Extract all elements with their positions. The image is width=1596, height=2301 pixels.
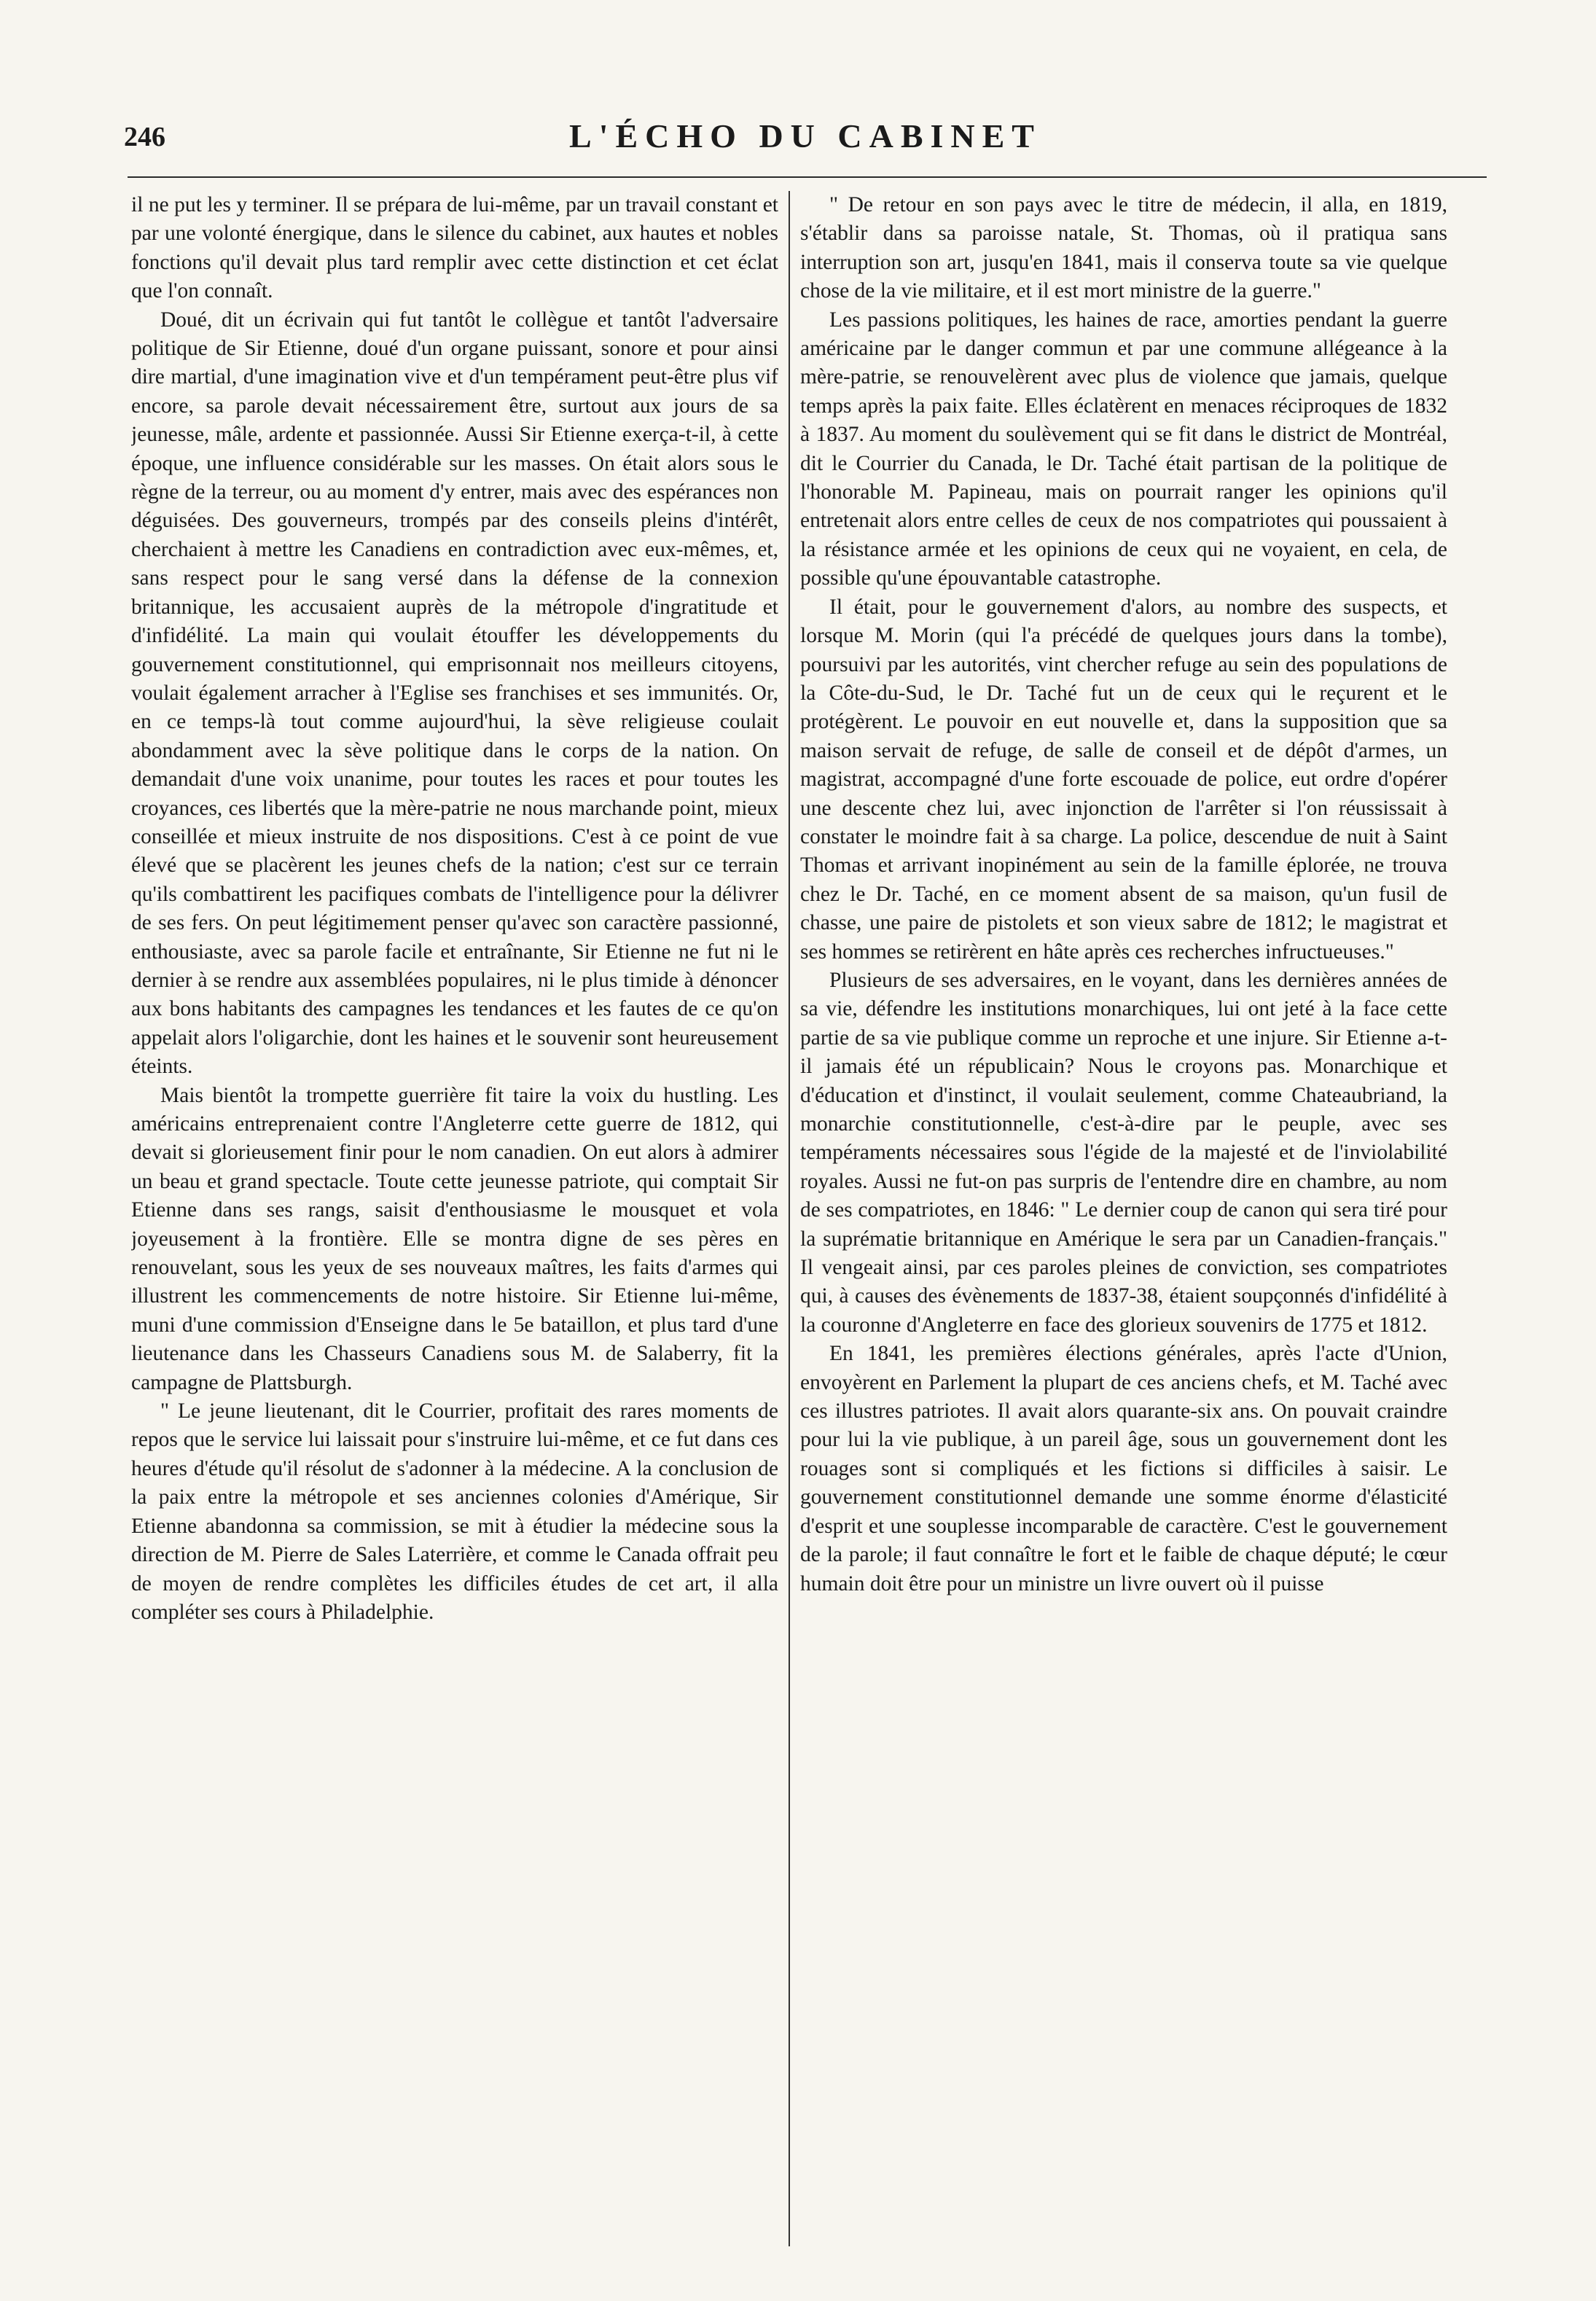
left-column bbox=[131, 191, 778, 2261]
paragraph: Mais bientôt la trompette guerrière fit taire la voix du hustling. Les américains entreprenaient contre l'Angleterre cette guerre de 1812, qui devait si glorieusement finir pour le nom canadien. On eut alors à admirer un beau et grand spectacle. Toute cette jeunesse patriote, qui comptait Sir Etienne dans ses rangs, saisit d'enthousiasme le mousquet et vola joyeusement à la frontière. Elle se montra digne de ses pères en renouvelant, sous les yeux de ses nouveaux maîtres, les faits d'armes qui illustrent les commencements de notre histoire. Sir Etienne lui-même, muni d'une commission d'Enseigne dans le 5e bataillon, et plus tard d'une lieutenance dans les Chasseurs Canadiens sous M. de Salaberry, fit la campagne de Plattsburgh. bbox=[131, 1083, 778, 1394]
paragraph: Doué, dit un écrivain qui fut tantôt le collègue et tantôt l'adversaire politique de Sir Etienne, doué d'un organe puissant, sonore et pour ainsi dire martial, d'une imagination vive et d'un tempérament peut-être plus vif encore, sa parole devait nécessairement être, surtout aux jours de sa jeunesse, mâle, ardente et passionnée. Aussi Sir Etienne exerça-t-il, à cette époque, une influence considérable sur les masses. On était alors sous le règne de la terreur, ou au moment d'y entrer, mais avec des espérances non déguisées. Des gouverneurs, trompés par des conseils pleins d'intérêt, cherchaient à mettre les Canadiens en contradiction avec eux-mêmes, et, sans respect pour le sang versé dans la défense de la connexion britannique, les accusaient auprès de la métropole d'ingratitude et d'infidélité. La main qui voulait étouffer les développements du gouvernement constitutionnel, qui emprisonnait nos meilleurs citoyens, voulait également arracher à l'Eglise ses franchises et ses immunités. Or, en ce temps-là tout comme aujourd'hui, la sève religieuse coulait abondamment avec la sève politique dans le corps de la nation. On demandait d'une voix unanime, pour toutes les races et pour toutes les croyances, ces libertés que la mère-patrie ne nous marchande point, mieux conseillée et mieux instruite de nos dispositions. C'est à ce point de vue élevé que se placèrent les jeunes chefs de la nation; c'est sur ce terrain qu'ils combattirent les pacifiques combats de l'intelligence pour la délivrer de ses fers. On peut légitimement penser qu'avec son caractère passionné, enthousiaste, avec sa parole facile et entraînante, Sir Etienne ne fut ni le dernier à se rendre aux assemblées populaires, ni le plus timide à dénoncer aux bons habitants des campagnes les tendances et les fautes de ce qu'on appelait alors l'oligarchie, dont les haines et le souvenir sont heureusement éteints. bbox=[131, 308, 778, 1079]
paragraph: Plusieurs de ses adversaires, en le voyant, dans les dernières années de sa vie, défendre les institutions monarchiques, lui ont jeté à la face cette partie de sa vie publique comme un reproche et une injure. Sir Etienne a-t-il jamais été un républicain? Nous le croyons pas. Monarchique et d'éducation et d'instinct, il voulait seulement, comme Chateaubriand, la monarchie constitutionnelle, c'est-à-dire par le peuple, avec ses tempéraments nécessaires sous l'égide de la majesté et de l'inviolabilité royales. Aussi ne fut-on pas surpris de l'entendre dire en chambre, au nom de ses compatriotes, en 1846: " Le dernier coup de canon qui sera tiré pour la suprématie britannique en Amérique le sera par un Canadien-français." Il vengeait ainsi, par ces paroles pleines de conviction, ses compatriotes qui, à causes des évènements de 1837-38, étaient soupçonnés d'infidélité à la couronne d'Angleterre en face des glorieux souvenirs de 1775 et 1812. bbox=[800, 968, 1447, 1337]
paragraph: Il était, pour le gouvernement d'alors, au nombre des suspects, et lorsque M. Morin (qui l'a précédé de quelques jours dans la tombe), poursuivi par les autorités, vint chercher refuge au sein des populations de la Côte-du-Sud, le Dr. Taché fut un de ceux qui le reçurent et le protégèrent. Le pouvoir en eut nouvelle et, dans la supposition que sa maison servait de refuge, de salle de conseil et de dépôt d'armes, un magistrat, accompagné d'une forte escouade de police, eut ordre d'opérer une descente chez lui, avec injonction de l'arrêter si l'on réussissait à constater le moindre fait à sa charge. La police, descendue de nuit à Saint Thomas et arrivant inopinément au sein de la famille éplorée, ne trouva chez le Dr. Taché, en ce moment absent de sa maison, qu'un fusil de chasse, une paire de pistolets et son vieux sabre de 1812; le magistrat et ses hommes se retirèrent en hâte après ces recherches infructueuses." bbox=[800, 595, 1447, 964]
column-divider bbox=[789, 191, 790, 2246]
header-rule bbox=[128, 176, 1487, 178]
running-title: L'ÉCHO DU CABINET bbox=[569, 117, 1041, 155]
page-header bbox=[124, 117, 1487, 163]
paragraph: il ne put les y terminer. Il se prépara de lui-même, par un travail constant et par une volonté énergique, dans le silence du cabinet, aux hautes et nobles fonctions qu'il devait plus tard remplir avec cette distinction et cet éclat que l'on connaît. bbox=[131, 193, 778, 303]
paragraph: " De retour en son pays avec le titre de médecin, il alla, en 1819, s'établir dans sa paroisse natale, St. Thomas, où il pratiqua sans interruption son art, jusqu'en 1841, mais il conserva toute sa vie quelque chose de la vie militaire, et il est mort ministre de la guerre." bbox=[800, 193, 1447, 303]
right-column bbox=[800, 191, 1447, 2261]
page-number: 246 bbox=[124, 122, 165, 152]
paragraph: " Le jeune lieutenant, dit le Courrier, profitait des rares moments de repos que le service lui laissait pour s'instruire lui-même, et ce fut dans ces heures d'étude qu'il résolut de s'adonner à la médecine. A la conclusion de la paix entre la métropole et ses anciennes colonies d'Amérique, Sir Etienne abandonna sa commission, se mit à étudier la médecine sous la direction de M. Pierre de Sales Laterrière, et comme le Canada offrait peu de moyen de rendre complètes les difficiles études de cet art, il alla compléter ses cours à Philadelphie. bbox=[131, 1399, 778, 1624]
paragraph: En 1841, les premières élections générales, après l'acte d'Union, envoyèrent en Parlement la plupart de ces anciens chefs, et M. Taché avec ces illustres patriotes. Il avait alors quarante-six ans. On pouvait craindre pour lui la vie publique, à un pareil âge, sous un gouvernement dont les rouages sont si compliqués et les fictions si difficiles à saisir. Le gouvernement constitutionnel demande une somme énorme d'élasticité d'esprit et une souplesse incomparable de caractère. C'est le gouvernement de la parole; il faut connaître le fort et le faible de chaque député; le cœur humain doit être pour un ministre un livre ouvert où il puisse bbox=[800, 1342, 1447, 1595]
paragraph: Les passions politiques, les haines de race, amorties pendant la guerre américaine par le danger commun et par une commune allégeance à la mère-patrie, se renouvelèrent avec plus de violence que jamais, quelque temps après la paix faite. Elles éclatèrent en menaces réciproques de 1832 à 1837. Au moment du soulèvement qui se fit dans le district de Montréal, dit le Courrier du Canada, le Dr. Taché était partisan de la politique de l'honorable M. Papineau, mais on pourrait ranger les opinions qu'il entretenait alors entre celles de ceux de nos compatriotes qui poussaient à la résistance armée et les opinions de ceux qui ne voyaient, en cela, de possible qu'une épouvantable catastrophe. bbox=[800, 308, 1447, 590]
